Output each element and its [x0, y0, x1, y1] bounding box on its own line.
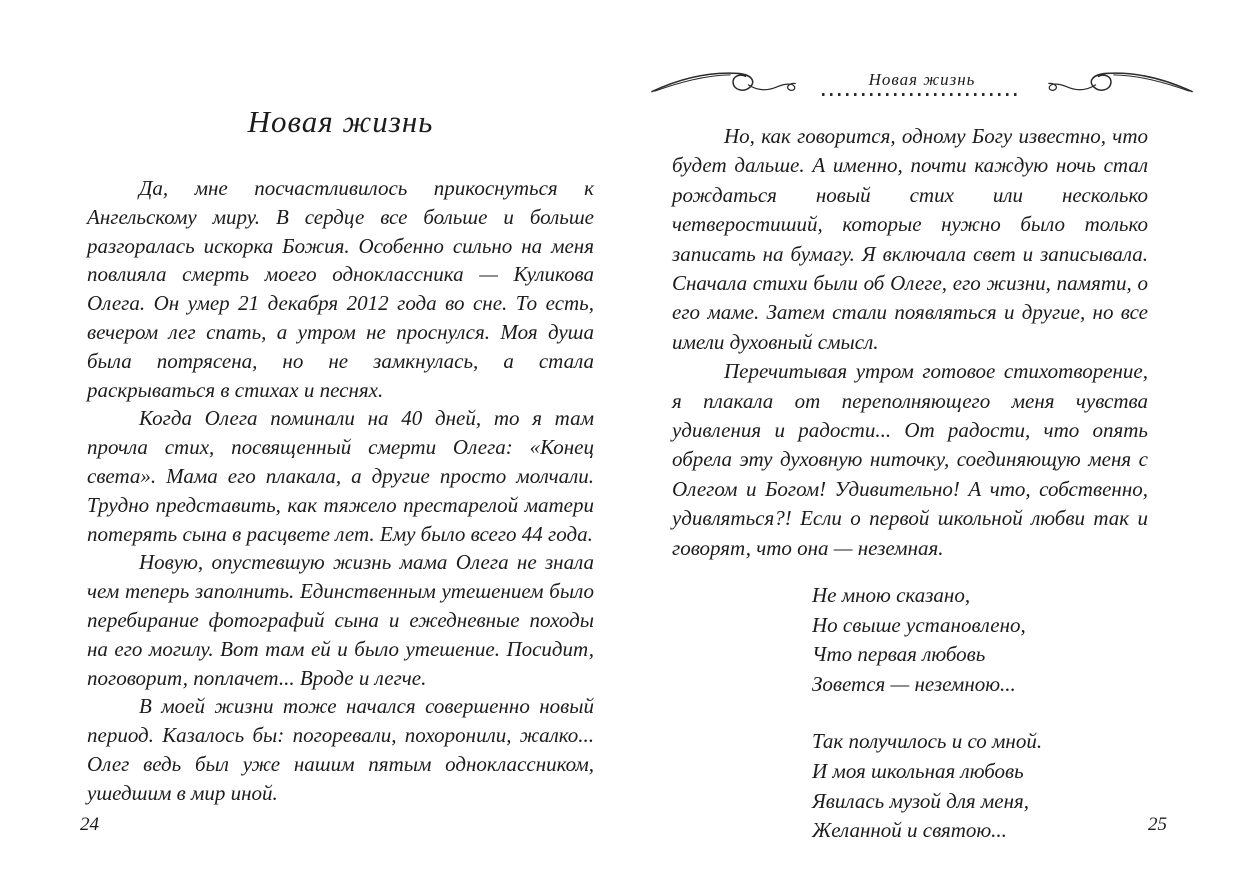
poem-line: И моя школьная любовь: [812, 759, 1024, 784]
paragraph: Но, как говорится, одному Богу известно, что будет дальше. А именно, почти каждую ночь стал рождаться новый стих или несколько четверостиший, которые нужно было только записать на бумагу. Я включала свет и записывала. Сначала стихи были об Олеге, его жизни, памяти, о его маме. Затем стали появляться и другие, но все имели духовный смысл.: [672, 124, 1148, 354]
dotted-divider: [822, 93, 1022, 96]
page-number-left: 24: [80, 814, 99, 835]
poem-line: Но свыше установлено,: [812, 612, 1026, 637]
left-page: [87, 104, 594, 808]
paragraph: Да, мне посчастливилось прикоснуться к Ангельскому миру. В сердце все больше и больше разгоралась искорка Божия. Особенно сильно на меня повлияла смерть моего одноклассника — Куликова Олега. Он умер 21 декабря 2012 года во сне. То есть, вечером лег спать, а утром не проснулся. Моя душа была потрясена, но не замкнулась, а стала раскрываться в стихах и песнях.: [87, 176, 594, 402]
poem-line: Зовется — неземною...: [812, 671, 1016, 696]
page-number-right: 25: [1148, 814, 1167, 835]
chapter-title: Новая жизнь: [247, 104, 434, 139]
running-header-title: Новая жизнь: [868, 70, 976, 89]
running-header: [650, 58, 1170, 108]
poem-line: Что первая любовь: [812, 642, 986, 667]
poem: [812, 581, 1148, 846]
running-header-center: [822, 70, 1022, 96]
poem-stanza: [812, 727, 1148, 845]
poem-line: Не мною сказано,: [812, 583, 971, 608]
poem-stanza: [812, 581, 1148, 699]
paragraph: Новую, опустевшую жизнь мама Олега не знала чем теперь заполнить. Единственным утешением было перебирание фотографий сына и ежедневные походы на его могилу. Вот там ей и было утешение. Посидит, поговорит, поплачет... Вроде и легче.: [87, 550, 594, 690]
paragraph: Перечитывая утром готовое стихотворение, я плакала от переполняющего меня чувства удивления и радости... От радости, что опять обрела эту духовную ниточку, соединяющую меня с Олегом и Богом! Удивительно! А что, собственно, удивляться?! Если о первой школьной любви так и говорят, что она — неземная.: [672, 359, 1148, 560]
paragraph: В моей жизни тоже начался совершенно новый период. Казалось бы: погоревали, похоронили, жалко... Олег ведь был уже нашим пятым одноклассником, ушедшим в мир иной.: [87, 694, 594, 805]
paragraph: Когда Олега поминали на 40 дней, то я там прочла стих, посвященный смерти Олега: «Конец света». Мама его плакала, а другие просто молчали. Трудно представить, как тяжело престарелой матери потерять сына в расцвете лет. Ему было всего 44 года.: [87, 406, 594, 546]
poem-line: Так получилось и со мной.: [812, 729, 1043, 754]
poem-line: Желанной и святою...: [812, 818, 1007, 843]
flourish-ornament-right-icon: [1022, 62, 1194, 104]
right-page: [672, 58, 1148, 874]
flourish-ornament-left-icon: [650, 62, 822, 104]
poem-line: Явилась музой для меня,: [812, 788, 1030, 813]
